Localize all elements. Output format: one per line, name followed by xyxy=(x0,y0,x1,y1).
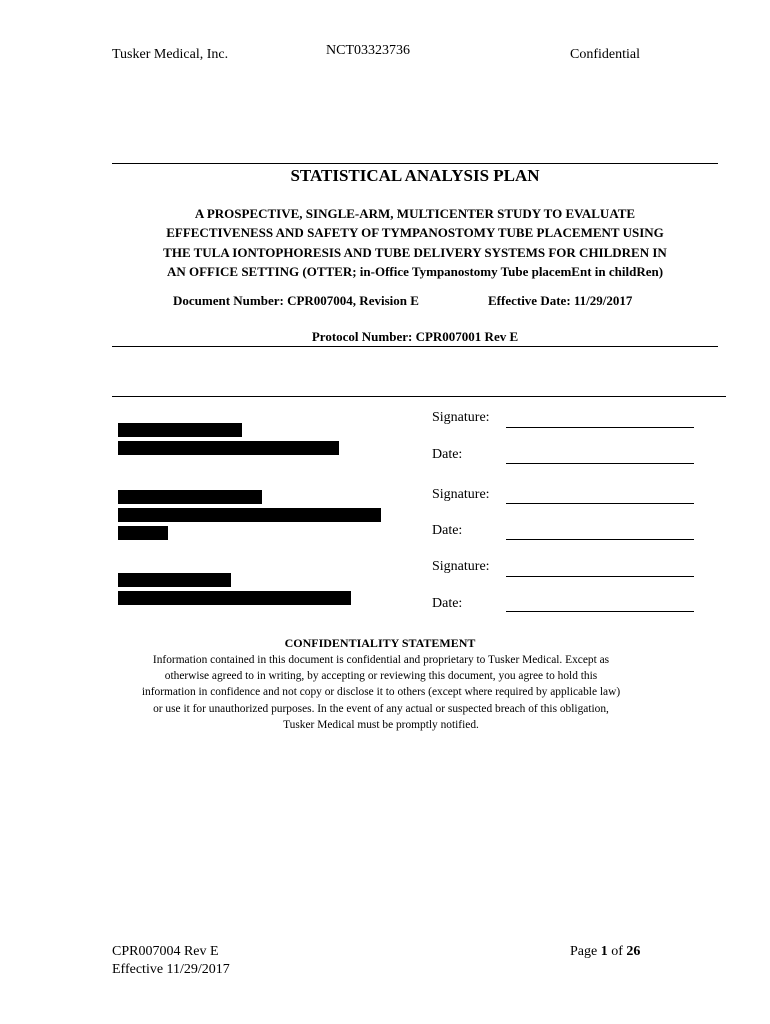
header-nct-number: NCT03323736 xyxy=(326,43,410,58)
title-top-rule xyxy=(112,163,718,164)
date-line[interactable] xyxy=(506,539,694,540)
study-title xyxy=(112,204,718,282)
confidentiality-title: CONFIDENTIALITY STATEMENT xyxy=(284,636,476,650)
date-label: Date: xyxy=(432,523,463,538)
redaction-bar xyxy=(118,441,339,455)
footer-effective: Effective 11/29/2017 xyxy=(112,962,230,977)
protocol-rule xyxy=(112,346,718,347)
document-number: Document Number: CPR007004, Revision E xyxy=(173,293,419,308)
date-line[interactable] xyxy=(506,611,694,612)
signature-label: Signature: xyxy=(432,487,490,502)
confidentiality-line: Information contained in this document is confidential and proprietary to Tusker Medical. Except as xyxy=(152,654,610,666)
page-mid: of xyxy=(607,944,627,959)
date-label: Date: xyxy=(432,596,463,611)
redaction-bar xyxy=(118,490,262,504)
study-title-line: EFFECTIVENESS AND SAFETY OF TYMPANOSTOMY TUBE PLACEMENT USING xyxy=(166,225,664,241)
redaction-bar xyxy=(118,508,381,522)
protocol-number: Protocol Number: CPR007001 Rev E xyxy=(311,329,519,344)
footer-left xyxy=(112,943,230,979)
study-title-line: AN OFFICE SETTING (OTTER; in-Office Tympanostomy Tube placemEnt in childRen) xyxy=(166,264,664,280)
confidentiality-line: information in confidence and not copy or disclose it to others (except where required by applicable law) xyxy=(141,686,621,699)
header-company: Tusker Medical, Inc. xyxy=(112,47,229,62)
signature-section-rule xyxy=(112,396,726,397)
date-line[interactable] xyxy=(506,463,694,464)
redaction-bar xyxy=(118,423,242,437)
date-label: Date: xyxy=(432,447,463,462)
effective-date: Effective Date: 11/29/2017 xyxy=(488,293,633,308)
confidentiality-line: or use it for unauthorized purposes. In the event of any actual or suspected breach of this obligation, xyxy=(153,702,609,715)
redaction-bar xyxy=(118,573,231,587)
header-classification: Confidential xyxy=(570,47,640,62)
page-number xyxy=(570,943,640,961)
redaction-bar xyxy=(118,526,168,540)
confidentiality-body xyxy=(108,652,654,733)
confidentiality-line: otherwise agreed to in writing, by accepting or reviewing this document, you agree to hold this xyxy=(164,670,598,683)
page-total: 26 xyxy=(626,944,641,959)
document-title: STATISTICAL ANALYSIS PLAN xyxy=(290,166,540,185)
redaction-bar xyxy=(118,591,351,605)
study-title-line: A PROSPECTIVE, SINGLE-ARM, MULTICENTER STUDY TO EVALUATE xyxy=(194,206,636,221)
signature-label: Signature: xyxy=(432,410,490,425)
page-prefix: Page xyxy=(570,944,601,959)
signature-line[interactable] xyxy=(506,576,694,577)
study-title-line: THE TULA IONTOPHORESIS AND TUBE DELIVERY SYSTEMS FOR CHILDREN IN xyxy=(163,244,667,260)
signature-label: Signature: xyxy=(432,559,490,574)
page-current: 1 xyxy=(600,944,608,959)
confidentiality-line: Tusker Medical must be promptly notified. xyxy=(283,718,479,731)
signature-line[interactable] xyxy=(506,427,694,428)
signature-line[interactable] xyxy=(506,503,694,504)
footer-doc-rev: CPR007004 Rev E xyxy=(112,944,219,959)
